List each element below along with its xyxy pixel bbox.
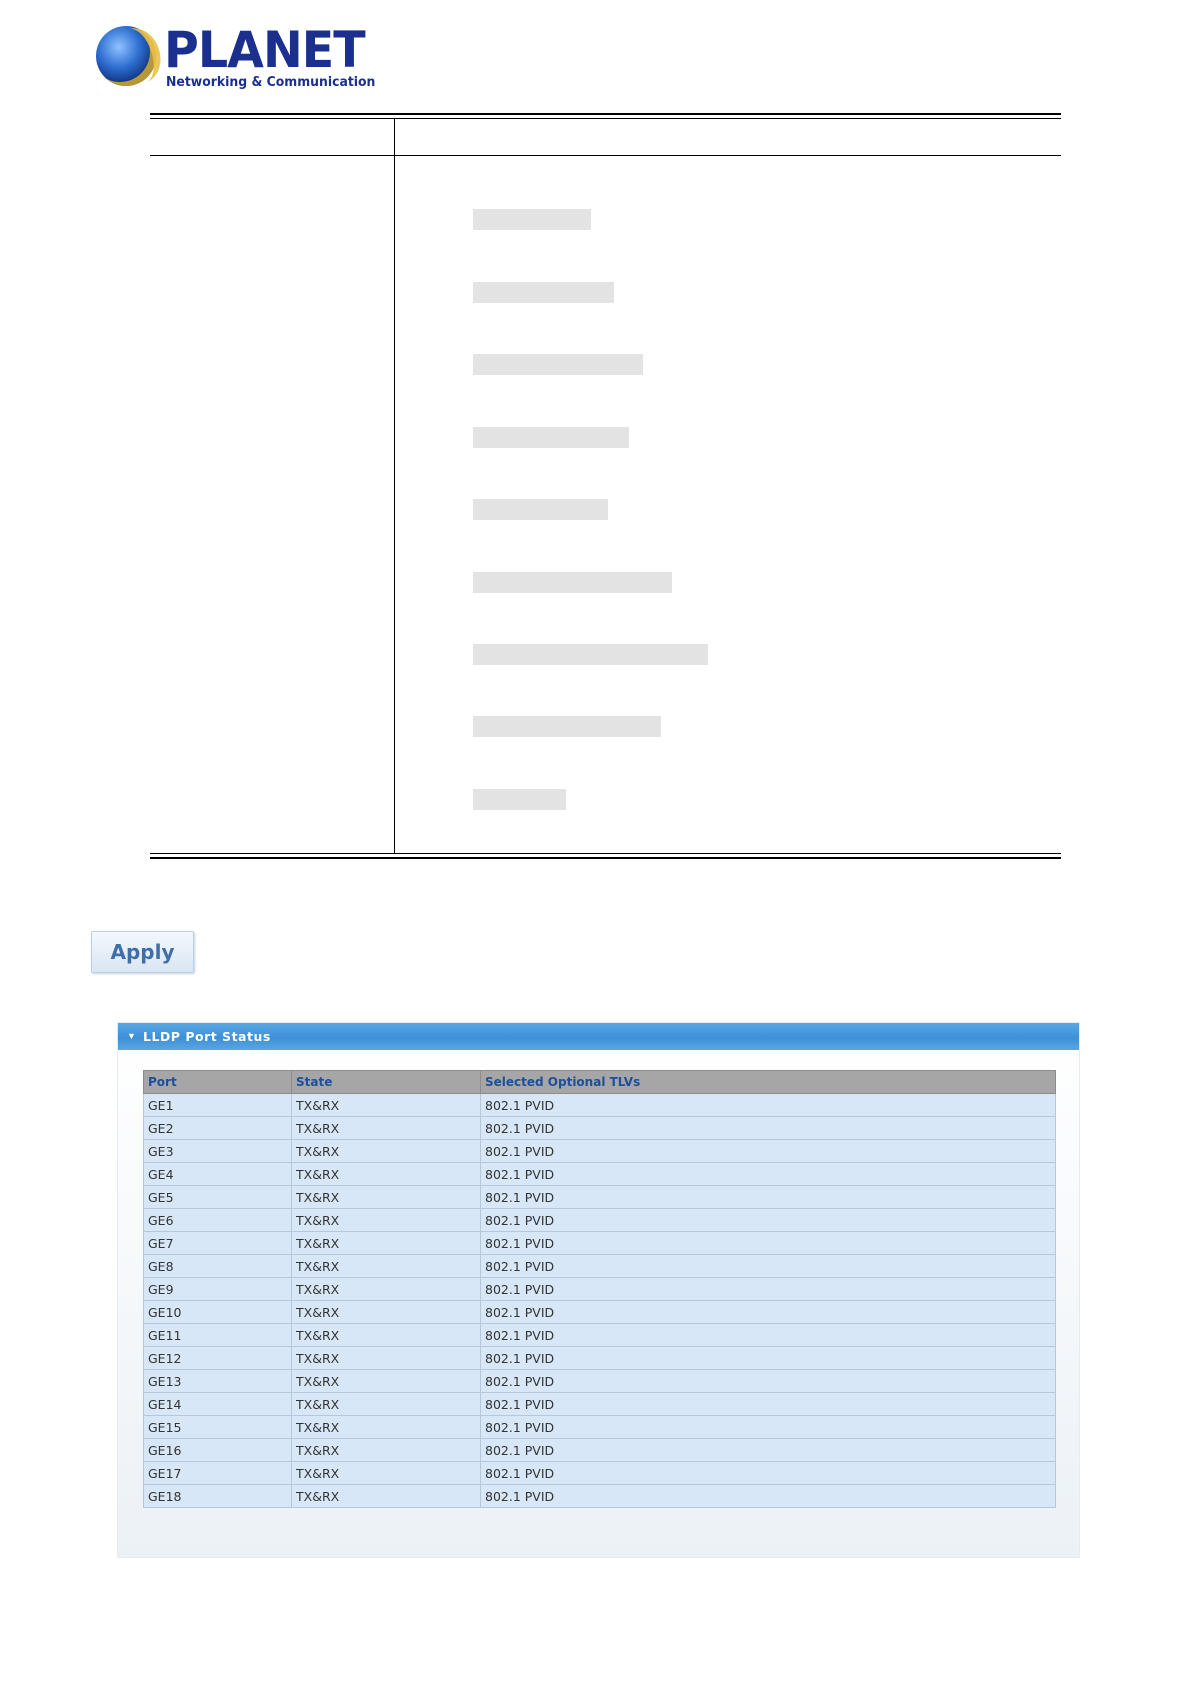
table-row (144, 1485, 1056, 1508)
table-header-row (144, 1071, 1056, 1094)
port-cell: GE12 (144, 1347, 292, 1370)
state-cell: TX&RX (292, 1393, 481, 1416)
table-row (144, 1186, 1056, 1209)
tlvs-cell: 802.1 PVID (481, 1393, 1056, 1416)
table-column-divider (394, 118, 395, 854)
lldp-port-status-panel (117, 1022, 1080, 1558)
lldp-port-table (143, 1070, 1056, 1508)
table-row (144, 1209, 1056, 1232)
state-cell: TX&RX (292, 1416, 481, 1439)
table-row (144, 1278, 1056, 1301)
table-row (144, 1301, 1056, 1324)
port-cell: GE17 (144, 1462, 292, 1485)
redacted-text-block (473, 427, 629, 448)
table-row (144, 1416, 1056, 1439)
port-cell: GE4 (144, 1163, 292, 1186)
state-cell: TX&RX (292, 1370, 481, 1393)
table-header-rule (150, 155, 1061, 156)
table-top-rule (150, 113, 1061, 115)
tlvs-cell: 802.1 PVID (481, 1347, 1056, 1370)
state-cell: TX&RX (292, 1094, 481, 1117)
redacted-text-block (473, 572, 672, 593)
state-cell: TX&RX (292, 1278, 481, 1301)
state-cell: TX&RX (292, 1439, 481, 1462)
planet-logo (96, 21, 376, 94)
table-row (144, 1370, 1056, 1393)
apply-button[interactable]: Apply (91, 931, 194, 973)
tlvs-cell: 802.1 PVID (481, 1324, 1056, 1347)
redacted-text-block (473, 209, 591, 230)
state-cell: TX&RX (292, 1462, 481, 1485)
port-cell: GE14 (144, 1393, 292, 1416)
table-row (144, 1462, 1056, 1485)
table-row (144, 1163, 1056, 1186)
tlvs-cell: 802.1 PVID (481, 1439, 1056, 1462)
logo-tagline: Networking & Communication (166, 74, 376, 90)
logo-brand-text: PLANET (164, 21, 365, 79)
tlvs-cell: 802.1 PVID (481, 1416, 1056, 1439)
panel-title: LLDP Port Status (143, 1029, 271, 1044)
table-row (144, 1439, 1056, 1462)
table-row (144, 1117, 1056, 1140)
tlvs-cell: 802.1 PVID (481, 1462, 1056, 1485)
port-cell: GE2 (144, 1117, 292, 1140)
port-cell: GE16 (144, 1439, 292, 1462)
port-cell: GE15 (144, 1416, 292, 1439)
port-cell: GE7 (144, 1232, 292, 1255)
tlvs-cell: 802.1 PVID (481, 1186, 1056, 1209)
state-cell: TX&RX (292, 1186, 481, 1209)
redacted-text-block (473, 789, 566, 810)
table-row (144, 1347, 1056, 1370)
port-cell: GE1 (144, 1094, 292, 1117)
port-cell: GE6 (144, 1209, 292, 1232)
state-cell: TX&RX (292, 1163, 481, 1186)
tlvs-cell: 802.1 PVID (481, 1278, 1056, 1301)
redacted-text-block (473, 716, 661, 737)
tlvs-cell: 802.1 PVID (481, 1370, 1056, 1393)
column-header-port: Port (144, 1071, 292, 1094)
tlvs-cell: 802.1 PVID (481, 1301, 1056, 1324)
tlvs-cell: 802.1 PVID (481, 1255, 1056, 1278)
table-top-rule-inner (150, 118, 1061, 119)
tlvs-cell: 802.1 PVID (481, 1232, 1056, 1255)
port-cell: GE10 (144, 1301, 292, 1324)
panel-header[interactable] (118, 1023, 1079, 1050)
tlvs-cell: 802.1 PVID (481, 1209, 1056, 1232)
state-cell: TX&RX (292, 1140, 481, 1163)
state-cell: TX&RX (292, 1301, 481, 1324)
port-cell: GE8 (144, 1255, 292, 1278)
state-cell: TX&RX (292, 1485, 481, 1508)
port-cell: GE18 (144, 1485, 292, 1508)
table-row (144, 1255, 1056, 1278)
redacted-text-block (473, 354, 643, 375)
column-header-state: State (292, 1071, 481, 1094)
state-cell: TX&RX (292, 1232, 481, 1255)
redacted-text-block (473, 282, 614, 303)
table-row (144, 1140, 1056, 1163)
tlvs-cell: 802.1 PVID (481, 1094, 1056, 1117)
table-row (144, 1324, 1056, 1347)
tlvs-cell: 802.1 PVID (481, 1140, 1056, 1163)
tlvs-cell: 802.1 PVID (481, 1163, 1056, 1186)
port-cell: GE11 (144, 1324, 292, 1347)
table-bottom-rule-inner (150, 853, 1061, 854)
tlvs-cell: 802.1 PVID (481, 1117, 1056, 1140)
state-cell: TX&RX (292, 1255, 481, 1278)
table-row (144, 1094, 1056, 1117)
state-cell: TX&RX (292, 1347, 481, 1370)
table-bottom-rule (150, 857, 1061, 859)
port-cell: GE5 (144, 1186, 292, 1209)
tlvs-cell: 802.1 PVID (481, 1485, 1056, 1508)
column-header-selected-tlvs: Selected Optional TLVs (481, 1071, 1056, 1094)
redacted-text-block (473, 644, 708, 665)
state-cell: TX&RX (292, 1324, 481, 1347)
table-row (144, 1232, 1056, 1255)
port-cell: GE3 (144, 1140, 292, 1163)
state-cell: TX&RX (292, 1117, 481, 1140)
port-cell: GE9 (144, 1278, 292, 1301)
table-row (144, 1393, 1056, 1416)
caret-down-icon[interactable]: ▼ (127, 1031, 136, 1041)
state-cell: TX&RX (292, 1209, 481, 1232)
port-cell: GE13 (144, 1370, 292, 1393)
redacted-text-block (473, 499, 608, 520)
